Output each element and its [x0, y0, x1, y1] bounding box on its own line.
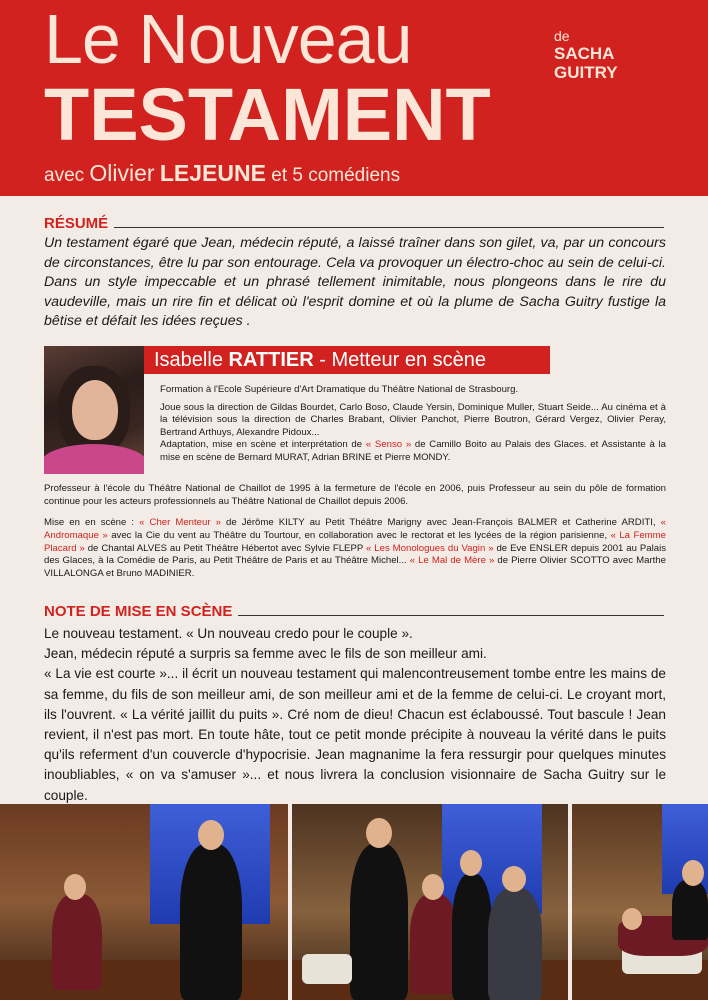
director-name-bar	[144, 346, 550, 374]
actress-head-2	[502, 866, 526, 892]
resume-text: Un testament égaré que Jean, médecin réputé, a laissé traîner dans son gilet, va, par un concours de circonstances, être lu par son entourage. Cela va provoquer un électro-choc au sein de celui-ci. Dans un style impeccable et un phrasé tellement inimitable, nous plongeons dans le rire du vaudeville, mais un rire fin et délicat où l'esprit domine et où la plume de Sacha Guitry fustige la bêtise et défait les idées reçues .	[44, 235, 666, 329]
bio-adaptation-b: de Camillo Boito au Palais des Glaces. et Assistante à la mise en scène de Bernard MURAT, Adrian BRINE et Pierre MONDY.	[160, 439, 666, 463]
actress-head	[64, 874, 86, 900]
director-portrait	[44, 346, 144, 474]
actress-figure-2	[488, 888, 542, 1000]
cast-lastname: LEJEUNE	[159, 160, 266, 186]
bio-adaptation-a: Adaptation, mise en scène et interprétation de	[160, 439, 366, 450]
director-bio	[160, 384, 666, 469]
stage-photo-3	[572, 804, 708, 1000]
mise-c: avec la Cie du vent au Théâtre du Tourtour, en collaboration avec le rectorat et les lycées de la région parisienne,	[107, 529, 611, 541]
actor-head	[198, 820, 224, 850]
bio-adaptation	[160, 439, 666, 464]
actor-figure	[180, 844, 242, 1000]
show-monologues: « Les Monologues du Vagin »	[366, 542, 494, 554]
mise-d: de Chantal ALVES au Petit Théâtre Hébertot avec Sylvie FLEPP	[84, 542, 367, 554]
actress-figure	[52, 894, 102, 990]
show-mal-de-mere: « Le Mal de Mère »	[409, 555, 495, 567]
title-banner	[0, 0, 708, 196]
note-heading-label: NOTE DE MISE EN SCÈNE	[44, 603, 233, 620]
stage-photo-1	[0, 804, 288, 1000]
bio-directing	[44, 517, 666, 581]
note-heading-rule	[238, 615, 664, 616]
stage-photos	[0, 804, 708, 1000]
bio-directing-text	[44, 517, 666, 581]
stage-chair	[302, 954, 352, 984]
director-lastname: RATTIER	[228, 349, 314, 371]
mise-b: de Jérôme KILTY au Petit Théâtre Marigny avec Jean-François BALMER et Catherine ARDITI,	[220, 517, 661, 528]
note-heading	[44, 600, 664, 620]
show-femme-placard: « La Femme Placard »	[44, 529, 666, 554]
cast-suffix: et 5 comédiens	[271, 165, 401, 186]
actress-head	[622, 908, 642, 930]
portrait-face	[72, 380, 118, 440]
cast-firstname: Olivier	[89, 160, 155, 186]
bio-acting: Joue sous la direction de Gildas Bourdet, Carlo Boso, Claude Yersin, Dominique Muller, Stuart Seide... Au cinéma et à la télévision sous la direction de Charles Brabant, Olivier Panchot, Pierre Boutron, Gérard Vergez, Olivier Peray, Bertrand Arthuys, Alexandre Pidoux...	[160, 401, 666, 438]
actor-figure-2	[452, 874, 492, 1000]
title-line-1: Le Nouveau	[44, 0, 412, 78]
author-prefix: de	[554, 28, 570, 44]
show-cher-menteur: « Cher Menteur »	[139, 517, 221, 528]
portrait-shoulders	[44, 444, 144, 474]
director-role: - Metteur en scène	[319, 349, 486, 371]
actor-head	[366, 818, 392, 848]
show-senso: « Senso »	[365, 439, 412, 450]
actor-head	[682, 860, 704, 886]
actor-head-2	[460, 850, 482, 876]
resume-heading-rule	[114, 227, 664, 228]
cast-avec: avec	[44, 165, 85, 186]
note-paragraph-3: « La vie est courte »... il écrit un nouveau testament qui malencontreusement tombe entre les mains de sa femme, du fils de son meilleur ami, de son meilleur ami et de la femme de celui-ci. Le croyant mort, ils l'ouvrent. « La vérité jaillit du puits ». Cré nom de dieu! Chacun est éclaboussé. Tout bascule ! Jean revient, il n'est pas mort. En toute hâte, tout ce petit monde précipite à nouveau la vérité dans le puits qu'ils referment d'un couvercle d'hypocrisie. Jean magnanime la fera ressurgir pour quelques minutes inoubliables, « on va s'amuser »... et nous livrera la conclusion visionnaire de Sacha Guitry sur le couple.	[44, 666, 666, 803]
show-andromaque: « Andromaque »	[44, 517, 666, 541]
note-paragraph-1: Le nouveau testament. « Un nouveau credo pour le couple ».	[44, 626, 413, 641]
actor-figure	[672, 880, 708, 940]
stage-photo-2	[292, 804, 568, 1000]
resume-heading-label: RÉSUMÉ	[44, 215, 109, 232]
actress-head	[422, 874, 444, 900]
mise-a: Mise en en scène :	[44, 517, 140, 528]
stage-floor	[0, 960, 288, 1000]
author-name: SACHA GUITRY	[554, 44, 618, 82]
mise-f: de Pierre Olivier SCOTTO avec Marthe VILLALONGA et Bruno MADINIER.	[44, 555, 666, 580]
bio-teaching-text: Professeur à l'école du Théâtre National de Chaillot de 1995 à la fermeture de l'école en 2006, puis Professeur au sein du pôle de formation continue pour les acteurs professionnels au Théâtre National de Chaillot depuis 2006.	[44, 483, 666, 507]
cast-line	[44, 160, 400, 187]
note-paragraph-2: Jean, médecin réputé a surpris sa femme avec le fils de son meilleur ami.	[44, 646, 487, 662]
bio-training: Formation à l'Ecole Supérieure d'Art Dramatique du Théâtre National de Strasbourg.	[160, 384, 519, 395]
director-firstname: Isabelle	[154, 349, 223, 371]
note-text	[44, 624, 666, 806]
bio-teaching	[44, 483, 666, 509]
title-line-2: TESTAMENT	[44, 73, 491, 156]
actress-figure	[410, 894, 458, 994]
mise-e: de Eve ENSLER depuis 2001 au Palais des Glaces, à la Comédie de Paris, au Petit Théâtre de Paris et au Théâtre Michel...	[44, 542, 667, 567]
actor-figure	[350, 844, 408, 1000]
resume-heading	[44, 212, 664, 232]
